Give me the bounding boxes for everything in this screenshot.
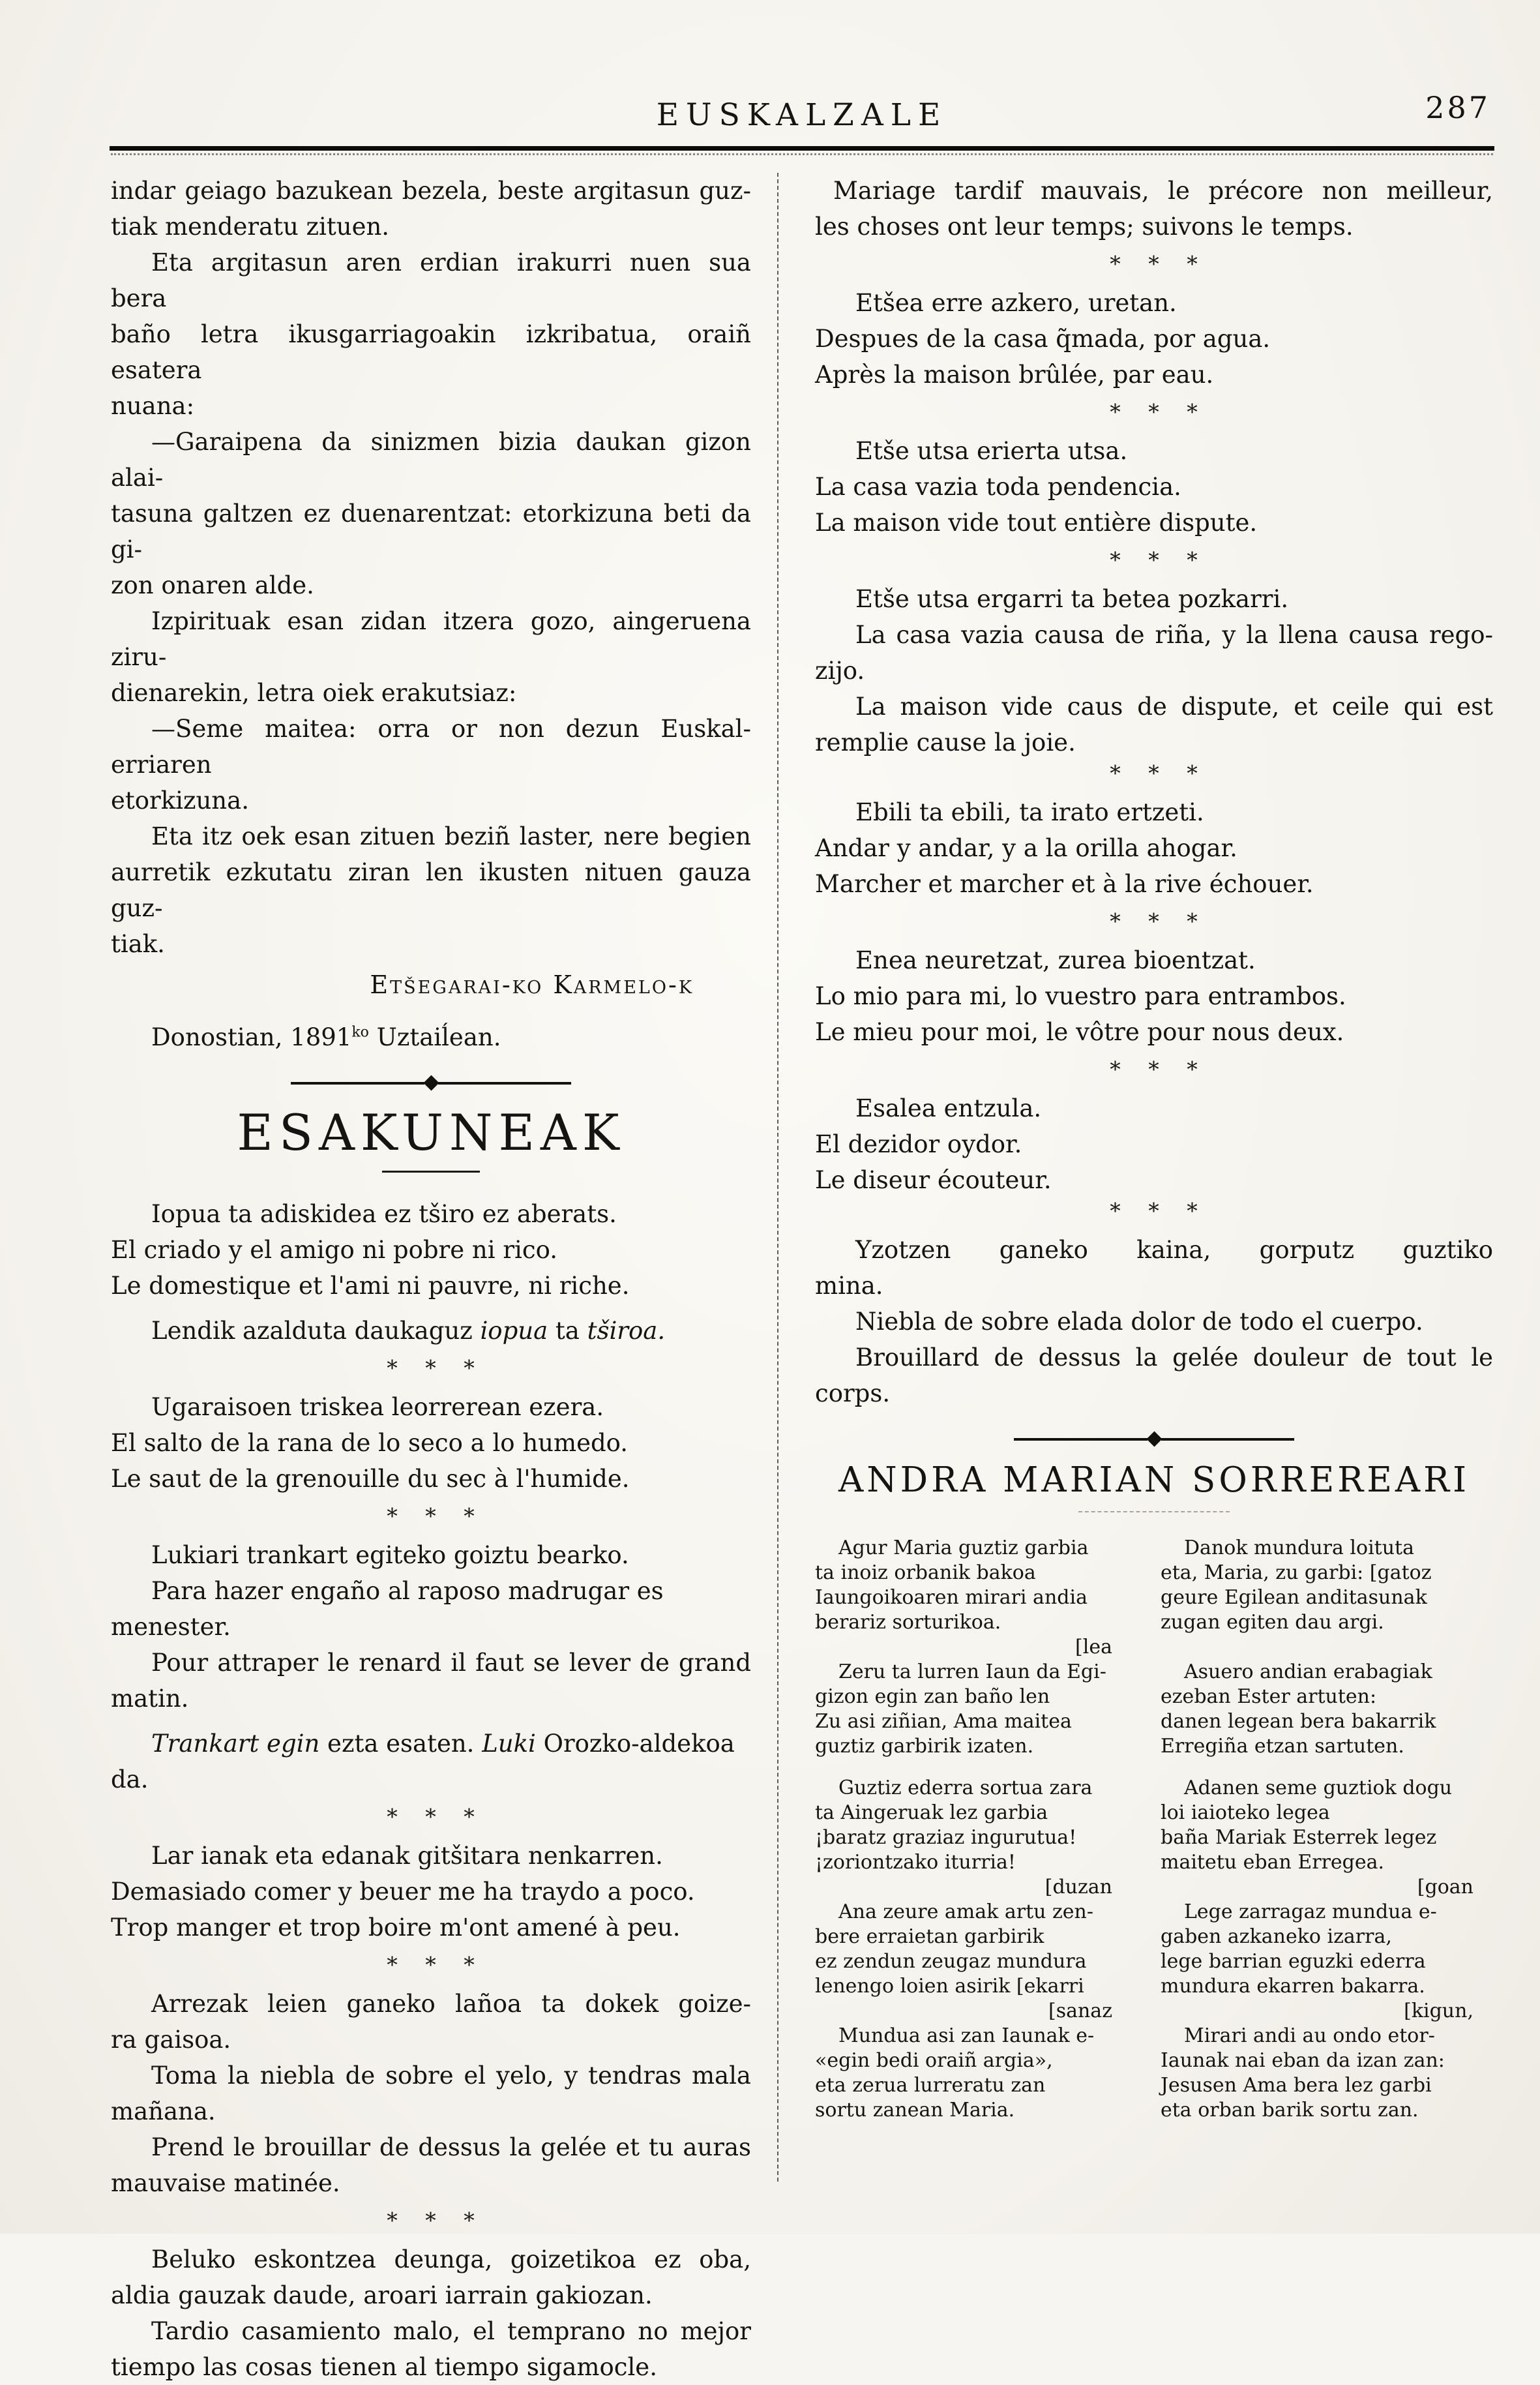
proverb-line-eu: ra gaisoa. [111,2026,231,2054]
asterisk-separator: * * * [1110,908,1198,934]
text-line: Mariage tardif mauvais, le précore non meilleur, [833,177,1493,205]
proverb-line-fr: Prend le brouillar de dessus la gelée et tu auras [151,2133,751,2161]
proverb-line-fr: corps. [815,1379,891,1407]
stanza-line: Mirari andi au ondo etor- [1184,2024,1435,2047]
stanza [815,1776,1129,1875]
proverb-line-fr: La maison vide caus de dispute, et ceile qui est [855,693,1493,721]
proverb-block [111,1986,751,2201]
proverb-line-eu: Ebili ta ebili, ta irato ertzeti. [855,798,1204,826]
stanza [815,1536,1129,1635]
stanza-line: Iaunak nai eban da izan zan: [1161,2049,1445,2072]
runover-line: [duzan [1044,1876,1112,1898]
proverb-line-fr: remplie cause la joie. [815,728,1076,757]
author-signature: Etšegarai-ko Karmelo-k [370,970,694,999]
text-line: les choses ont leur temps; suivons le temps. [815,213,1354,241]
runover-line: [sanaz [1048,2000,1112,2022]
right-column [777,173,1493,2182]
stanza-line: ta inoiz orbanik bakoa [815,1561,1036,1584]
note-text: Lendik azalduta daukaguz [151,1317,481,1345]
text-line: Eta argitasun aren erdian irakurri nuen sua bera [111,248,751,312]
asterisk-separator: * * * [1110,547,1198,573]
stanza [815,2024,1129,2123]
stanza-line: bere erraietan garbirik [815,1925,1044,1948]
stanza-line: berariz sorturikoa. [815,1611,1001,1634]
heading-rule [382,1171,480,1173]
stanza [1161,1776,1490,1875]
proverb-line-eu: Enea neuretzat, zurea bioentzat. [855,946,1256,974]
proverb-line-es: Toma la niebla de sobre el yelo, y tendras mala [151,2062,751,2090]
proverb-line-fr: Le saut de la grenouille du sec à l'humide. [111,1465,630,1493]
proverb-line-fr: matin. [111,1685,189,1713]
stanza-line: maitetu eban Erregea. [1161,1851,1385,1874]
stanza [815,1660,1129,1759]
left-column [111,173,751,2385]
diamond-icon [1146,1431,1162,1447]
text-columns [111,173,1540,2385]
proverb-line-fr: La maison vide tout entière dispute. [815,509,1258,537]
proverb-line-fr: Le diseur écouteur. [815,1166,1052,1194]
proverb-block [815,581,1493,760]
proverb-block [815,1090,1493,1198]
stanza [1161,2024,1490,2123]
proverb-line-es: Despues de la casa q̃mada, por agua. [815,325,1271,353]
editor-note [111,1726,751,1797]
runover-line: [lea [1075,1636,1112,1658]
proverb-block [111,1838,751,1945]
proverb-line-eu: Yzotzen ganeko kaina, gorputz guztiko [855,1236,1493,1264]
proverb-block [111,1389,751,1497]
text-line: —Seme maitea: orra or non dezun Euskal-erriaren [111,715,751,779]
stanza-line: Asuero andian erabagiak [1184,1660,1432,1683]
text-line: —Garaipena da sinizmen bizia daukan gizon alai- [111,428,751,492]
asterisk-separator: * * * [387,2208,475,2233]
proverb-line-eu: aldia gauzak daude, aroari iarrain gakiozan. [111,2281,653,2309]
proverb-line-eu: Arrezak leien ganeko lañoa ta dokek goize- [151,1990,751,2018]
asterisk-separator: * * * [387,1804,475,1829]
text-line: Izpirituak esan zidan itzera gozo, aingeruena ziru- [111,607,751,671]
stanza-line: Erregiña etzan sartuten. [1161,1735,1404,1758]
proverb-line-es: La casa vazia causa de riña, y la llena causa rego- [855,621,1493,649]
note-italic: Trankart egin [151,1730,320,1758]
dateline-superscript: ko [351,1024,369,1041]
text-line: tasuna galtzen ez duenarentzat: etorkizuna beti da gi- [111,500,751,563]
proverb-block [111,1196,751,1304]
section-heading: ESAKUNEAK [237,1103,625,1162]
stanza-line: lege barrian eguzki ederra [1161,1950,1426,1973]
heading-rule [1078,1511,1230,1512]
stanza-line: geure Egilean anditasunak [1161,1586,1427,1609]
proverb-line-es: Tardio casamiento malo, el temprano no mejor [151,2317,751,2345]
proverb-line-eu: mina. [815,1272,883,1300]
stanza-line: «egin bedi oraiñ argia», [815,2049,1053,2072]
proverb-line-fr: Brouillard de dessus la gelée douleur de tout le [855,1343,1493,1372]
stanza [1161,1536,1490,1635]
proverb-line-fr: Après la maison brûlée, par eau. [815,361,1214,389]
asterisk-separator: * * * [1110,1057,1198,1082]
stanza-line: zugan egiten dau argi. [1161,1611,1384,1634]
text-line: Eta itz oek esan zituen beziñ laster, nere begien [151,822,751,850]
asterisk-separator: * * * [1110,251,1198,277]
dateline-text: Uztaiĺean. [368,1023,501,1051]
text-line: nuana: [111,392,195,420]
stanza-line: guztiz garbirik izaten. [815,1735,1034,1758]
stanza-line: gaben azkaneko izarra, [1161,1925,1392,1948]
stanza-line: eta zerua lurreratu zan [815,2074,1046,2097]
proverb-line-eu: Etšea erre azkero, uretan. [855,289,1177,317]
stanza-line: baña Mariak Esterrek legez [1161,1826,1437,1849]
stanza-line: ezeban Ester artuten: [1161,1685,1377,1708]
proverb-block [111,2242,751,2385]
stanza-line: eta orban barik sortu zan. [1161,2099,1419,2122]
note-italic: tširoa. [587,1317,666,1345]
text-line: etorkizuna. [111,787,249,815]
proverb-line-es: Lo mio para mi, lo vuestro para entrambos. [815,982,1346,1010]
diamond-icon [423,1075,439,1090]
proverb-line-es: Andar y andar, y a la orilla ahogar. [815,834,1237,862]
stanza-line: ez zendun zeugaz mundura [815,1950,1087,1973]
poem-heading: ANDRA MARIAN SORREREARI [838,1460,1470,1500]
proverb-line-es: tiempo las cosas tienen al tiempo sigamocle. [111,2353,657,2381]
runover-line: [goan [1417,1876,1473,1898]
note-italic: Luki [482,1730,536,1758]
stanza [1161,1900,1490,1999]
note-italic: iopua [480,1317,548,1345]
stanza-line: ¡zoriontzako iturria! [815,1851,1016,1874]
stanza-line: Adanen seme guztiok dogu [1184,1777,1453,1799]
stanza-line: sortu zanean Maria. [815,2099,1015,2122]
header-rule [110,146,1494,151]
text-line: tiak menderatu zituen. [111,213,390,241]
stanza-line: mundura ekarren bakarra. [1161,1975,1425,1998]
proverb-line-fr: mauvaise matinée. [111,2169,340,2197]
runover-line: [kigun, [1404,2000,1473,2022]
stanza-line: Iaungoikoaren mirari andia [815,1586,1088,1609]
asterisk-separator: * * * [1110,399,1198,425]
proverb-line-es: Niebla de sobre elada dolor de todo el cuerpo. [855,1308,1423,1336]
proverb-line-es: El salto de la rana de lo seco a lo humedo. [111,1429,629,1457]
proverb-line-es: Para hazer engaño al raposo madrugar es menester. [111,1577,664,1641]
stanza-line: Agur Maria guztiz garbia [838,1537,1089,1559]
stanza-line: Lege zarragaz mundua e- [1184,1900,1437,1923]
proverb-block [815,1232,1493,1411]
proverb-block [815,794,1493,902]
proverb-line-es: zijo. [815,657,865,685]
stanza-line: loi iaioteko legea [1161,1801,1330,1824]
stanza-line: Zu asi ziñian, Ama maitea [815,1710,1072,1733]
stanza-line: eta, Maria, zu garbi: [gatoz [1161,1561,1432,1584]
asterisk-separator: * * * [1110,1198,1198,1223]
stanza-line: Ana zeure amak artu zen- [838,1900,1094,1923]
proverb-line-fr: Pour attraper le renard il faut se lever de grand [151,1649,751,1677]
ornament-line [1161,1438,1295,1441]
dateline-text: Donostian, 1891 [151,1023,352,1051]
page-header [111,0,1493,141]
poem-column-right [1161,1536,1490,2123]
asterisk-separator: * * * [387,1355,475,1381]
proverb-line-eu: Esalea entzula. [855,1094,1042,1122]
text-line: baño letra ikusgarriagoakin izkribatua, oraiñ esatera [111,320,751,384]
stanza [815,1900,1129,1999]
proverb-line-es: El criado y el amigo ni pobre ni rico. [111,1236,557,1264]
stanza-line: Danok mundura loituta [1184,1537,1414,1559]
poem-column-left [815,1536,1129,2123]
dateline [111,1019,751,1055]
stanza-line: Mundua asi zan Iaunak e- [838,2024,1095,2047]
text-line: aurretik ezkutatu ziran len ikusten nituen gauza guz- [111,858,751,922]
stanza-line: danen legean bera bakarrik [1161,1710,1436,1733]
verse-spacer [1161,1635,1490,1660]
stanza-line: Jesusen Ama bera lez garbi [1161,2074,1432,2097]
proverb-block [111,1537,751,1717]
proverb-block [815,433,1493,541]
proverb-line-es: La casa vazia toda pendencia. [815,473,1181,501]
asterisk-separator: * * * [387,1503,475,1529]
text-line: zon onaren alde. [111,571,314,599]
proverb-line-fr: Le mieu pour moi, le vôtre pour nous deux. [815,1018,1344,1046]
stanza-line: gizon egin zan baño len [815,1685,1050,1708]
ornament-divider [1014,1433,1294,1445]
stanza-line: ta Aingeruak lez garbia [815,1801,1048,1824]
proverb-block [815,285,1493,393]
proverb-line-eu: Iopua ta adiskidea ez tširo ez aberats. [151,1200,617,1228]
ornament-line [1014,1438,1148,1441]
proverb-line-eu: Lar ianak eta edanak gitšitara nenkarren. [151,1842,663,1870]
proverb-line-es: El dezidor oydor. [815,1130,1022,1158]
asterisk-separator: * * * [1110,760,1198,786]
proverb-line-es: mañana. [111,2097,216,2125]
page-number: 287 [1425,90,1490,125]
proverb-line-eu: Beluko eskontzea deunga, goizetikoa ez oba, [151,2245,751,2273]
note-text: ta [548,1317,587,1345]
proverb-block [815,942,1493,1050]
proverb-line-fr: Le domestique et l'ami ni pauvre, ni riche. [111,1272,630,1300]
proverb-line-fr: Trop manger et trop boire m'ont amené à peu. [111,1913,681,1942]
ornament-divider [291,1077,571,1088]
asterisk-separator: * * * [387,1952,475,1977]
proverb-line-es: Demasiado comer y beuer me ha traydo a poco. [111,1878,695,1906]
proverb-line-eu: Etše utsa ergarri ta betea pozkarri. [855,585,1289,613]
journal-title: EUSKALZALE [656,97,948,133]
stanza-line: lenengo loien asirik [ekarri [815,1975,1084,1998]
note-text: Orozko-aldekoa da. [111,1730,735,1793]
ornament-line [438,1082,572,1085]
proverb-line-eu: Lukiari trankart egiteko goiztu bearko. [151,1541,629,1569]
editor-note [111,1313,751,1349]
stanza [1161,1660,1490,1759]
ornament-line [291,1082,424,1085]
proverb-line-eu: Etše utsa erierta utsa. [855,437,1128,465]
stanza-line: Zeru ta lurren Iaun da Egi- [838,1660,1106,1683]
poem-columns [815,1536,1493,2123]
proverb-line-eu: Ugaraisoen triskea leorrerean ezera. [151,1393,604,1421]
stanza-line: ¡baratz graziaz ingurutua! [815,1826,1077,1849]
proverb-line-fr: Marcher et marcher et à la rive échouer. [815,870,1314,898]
text-line: tiak. [111,930,165,958]
text-line: dienarekin, letra oiek erakutsiaz: [111,679,517,707]
text-line: indar geiago bazukean bezela, beste argitasun guz- [111,177,751,205]
stanza-line: Guztiz ederra sortua zara [838,1777,1093,1799]
note-text: ezta esaten. [319,1730,482,1758]
